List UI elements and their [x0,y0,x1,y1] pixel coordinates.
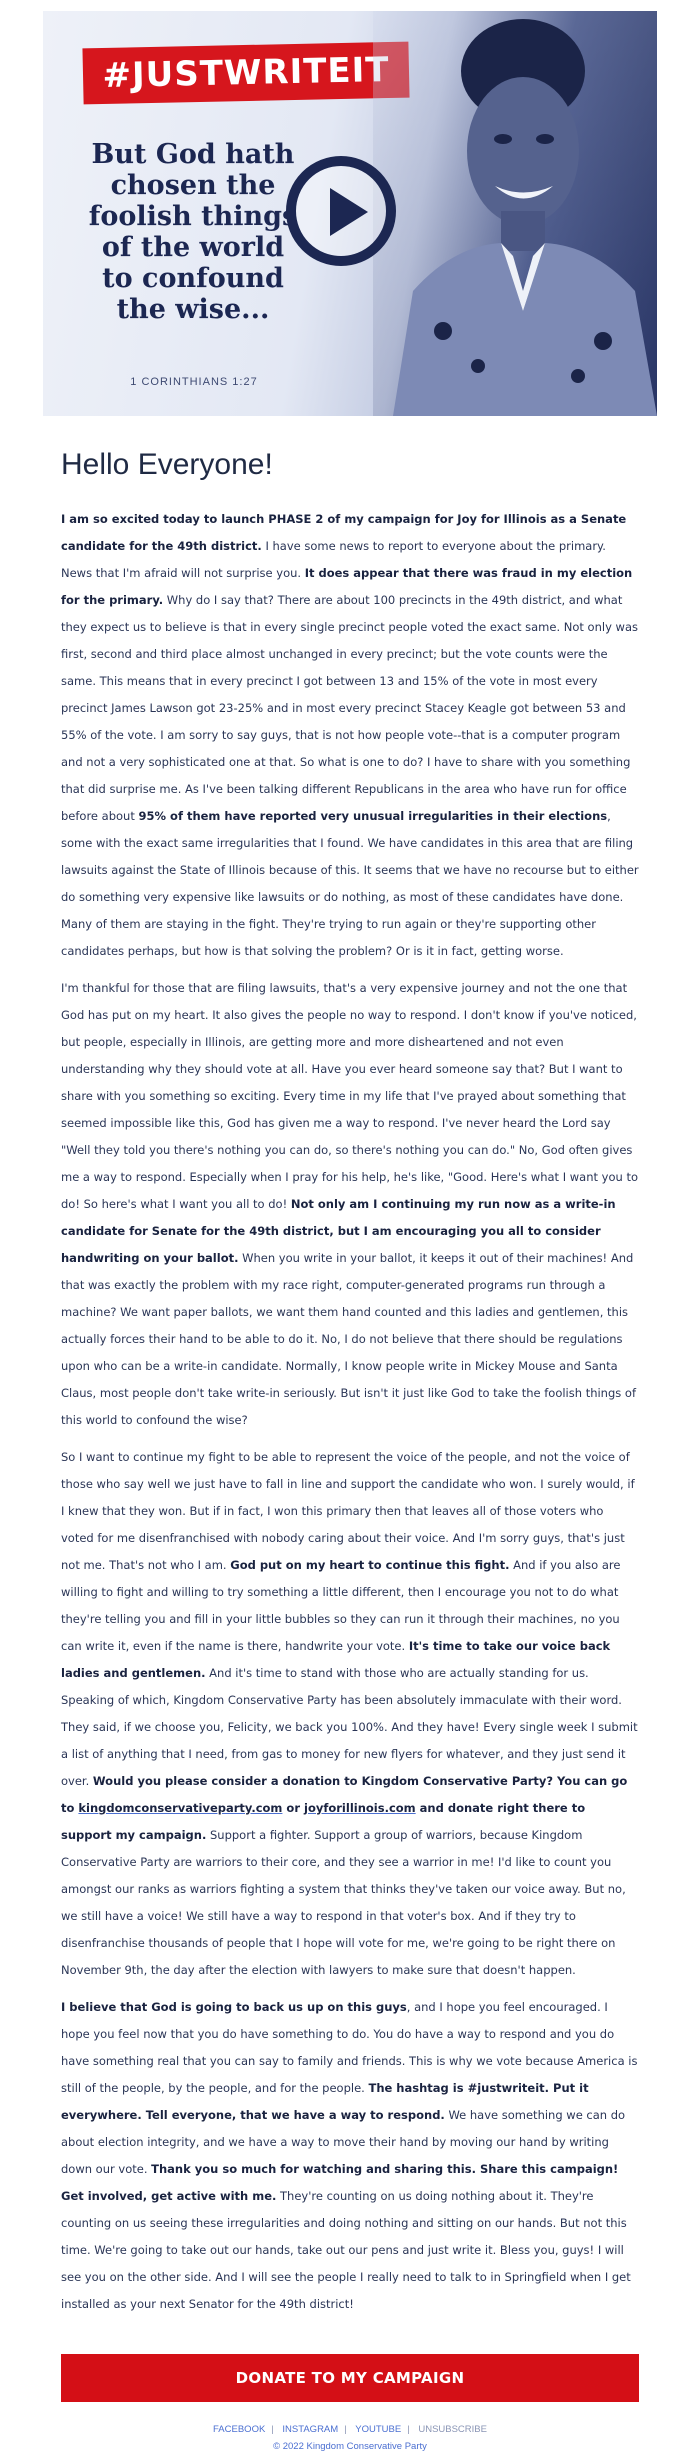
footer-link-unsubscribe[interactable]: UNSUBSCRIBE [418,2424,487,2435]
body-text: , some with the exact same irregularities that I found. We have candidates in this area that are filing lawsuits against the State of Illinois because of this. It seems that we have no recourse but to either do something very expensive like lawsuits or do nothing, as most of these candidates have done. Many of them are staying in the fight. They're trying to run again or they're supporting other candidates perhaps, but how is that solving the problem? Or is it in fact, getting worse. [61,809,639,958]
emphasis-text: The hashtag is #justwriteit. Put it everywhere. Tell everyone, that we have a way to respond. [61,2081,589,2122]
hero-video-thumbnail[interactable] [43,11,657,416]
body-text: When you write in your ballot, it keeps it out of their machines! And that was exactly the problem with my race right, computer-generated programs run through a machine? We want paper ballots, we want them hand counted and this ladies and gentlemen, this actually forces their hand to be able to do it. No, I do not believe that there should be regulations upon who can be a write-in candidate. Normally, I know people write in Mickey Mouse and Santa Claus, most people don't take write-in seriously. But isn't it just like God to take the foolish things of this world to confound the wise? [61,1251,636,1427]
play-icon [330,188,368,236]
body-text: I'm thankful for those that are filing lawsuits, that's a very expensive journey and not the one that God has put on my heart. It also gives the people no way to respond. I don't know if you've noticed, but people, especially in Illinois, are getting more and more disheartened and not even understanding why they should vote at all. Have you ever heard someone say that? But I want to share with you something so exciting. Every time in my life that I've prayed about something that seemed impossible like this, God has given me a way to respond. I've never heard the Lord say "Well they told you there's nothing you can do, so there's nothing you can do." No, God often gives me a way to respond. Especially when I pray for his help, he's like, "Good. Here's what I want you to do! So here's what I want you all to do! [61,981,638,1211]
scripture-quote: But God hath chosen the foolish things of the world to confound the wise... [88,139,298,325]
emphasis-text: 95% of them have reported very unusual irregularities in their elections [138,809,608,823]
body-text: And it's time to stand with those who are actually standing for us. Speaking of which, Kingdom Conservative Party has been absolutely immaculate with their word. They said, if we choose you, Felicity, we back you 100%. And they have! Every single week I submit a list of anything that I need, from gas to money for new flyers for whatever, and they just send it over. [61,1666,638,1788]
play-button[interactable] [286,156,396,266]
emphasis-text: and donate right there to support my campaign. [61,1801,586,1842]
footer-link-facebook[interactable]: FACEBOOK [213,2424,266,2435]
greeting-heading: Hello Everyone! [61,448,273,481]
paragraph-4 [61,1994,639,2318]
emphasis-text: It's time to take our voice back ladies and gentlemen. [61,1639,611,1680]
emphasis-text: Not only am I continuing my run now as a write-in candidate for Senate for the 49th district, but I am encouraging you all to consider handwriting on your ballot. [61,1197,616,1265]
emphasis-text: It does appear that there was fraud in my election for the primary. [61,566,633,607]
footer-link-instagram[interactable]: INSTAGRAM [282,2424,339,2435]
emphasis-text: or [282,1801,305,1815]
body-text: They're counting on us doing nothing about it. They're counting on us seeing these irregularities and doing nothing and sitting on our hands. But not this time. We're going to take out our hands, take out our pens and just write it. Bless you, guys! I will see you on the other side. And I will see the people I really need to talk to in Springfield when I get installed as your next Senator for the 49th district! [61,2189,631,2311]
emphasis-text: I am so excited today to launch PHASE 2 of my campaign for Joy for Illinois as a Senate candidate for the 49th district. [61,512,627,553]
donate-button[interactable]: DONATE TO MY CAMPAIGN [61,2354,639,2402]
emphasis-text: Thank you so much for watching and sharing this. Share this campaign! Get involved, get active with me. [61,2162,619,2203]
paragraph-1 [61,506,639,965]
body-text: And if you also are willing to fight and willing to try something a little different, then I encourage you not to do what they're telling you and fill in your little bubbles so they can run it through their machines, no you can write it, even if the name is there, handwrite your vote. [61,1558,621,1653]
copyright: © 2022 Kingdom Conservative Party [273,2441,427,2452]
emphasis-text: God put on my heart to continue this fight. [230,1558,510,1572]
body-text: I have some news to report to everyone about the primary. News that I'm afraid will not surprise you. [61,539,606,580]
body-text: Support a fighter. Support a group of warriors, because Kingdom Conservative Party are warriors to their core, and they see a warrior in me! I'd like to count you amongst our ranks as warriors fighting a system that thinks they've taken our voice away. But no, we still have a voice! We still have a way to respond in that voter's box. And if they try to disenfranchise thousands of people that I hope will vote for me, we're going to be right there on November 9th, the day after the election with lawyers to make sure that doesn't happen. [61,1828,626,1977]
campaign-link[interactable]: kingdomconservativeparty.com [78,1801,283,1815]
body-text: We have something we can do about election integrity, and we have a way to move their hand by moving our hand by writing down our vote. [61,2108,626,2176]
body-text: Why do I say that? There are about 100 precincts in the 49th district, and what they expect us to believe is that in every single precinct people voted the exact same. Not only was first, second and third place almost unchanged in every precinct; but the vote counts were the same. This means that in every precinct I got between 13 and 15% of the vote in most every precinct James Lawson got 23-25% and in most every precinct Stacey Keagle got between 53 and 55% of the vote. I am sorry to say guys, that is not how people vote--that is a computer program and not a very sophisticated one at that. So what is one to do? I have to share with you something that did surprise me. As I've been talking different Republicans in the area who have run for office before about [61,593,638,823]
footer [61,2424,639,2452]
footer-links: FACEBOOK | INSTAGRAM | YOUTUBE | UNSUBSCRIBE [213,2424,487,2435]
hashtag-banner: #JUSTWRITEIT [82,42,409,105]
body-text: So I want to continue my fight to be able to represent the voice of the people, and not the voice of those who say well we just have to fall in line and support the candidate who won. I surely would, if I knew that they won. But if in fact, I won this primary then that leaves all of those voters who voted for me disenfranchised with nobody caring about their voice. And I'm sorry guys, that's just not me. That's not who I am. [61,1450,635,1572]
body-text: , and I hope you feel encouraged. I hope you feel now that you do have something to do. You do have a way to respond and you do have something real that you can say to family and friends. This is why we vote because America is still of the people, by the people, and for the people. [61,2000,638,2095]
campaign-link[interactable]: joyforillinois.com [304,1801,416,1815]
paragraph-2 [61,975,639,1434]
emphasis-text: Would you please consider a donation to Kingdom Conservative Party? You can go to [61,1774,628,1815]
letter-content [43,448,657,2452]
candidate-portrait [373,11,657,416]
email-body [43,11,657,2452]
emphasis-text: I believe that God is going to back us up on this guys [61,2000,407,2014]
paragraph-3 [61,1444,639,1984]
footer-link-youtube[interactable]: YOUTUBE [355,2424,402,2435]
scripture-reference: 1 CORINTHIANS 1:27 [130,376,258,388]
